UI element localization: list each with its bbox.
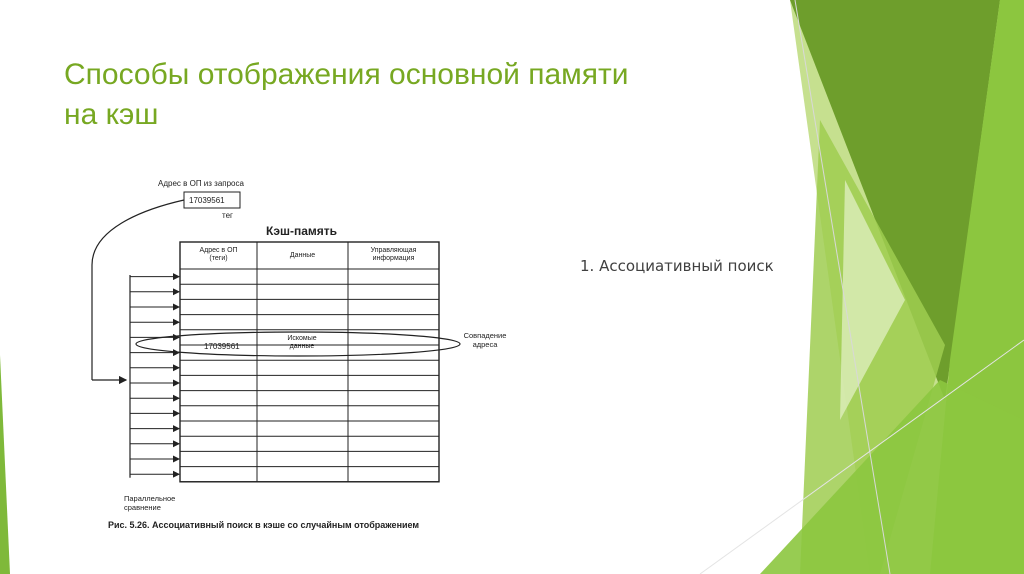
tag-label: тег — [222, 211, 233, 220]
request-label: Адрес в ОП из запроса — [158, 179, 244, 188]
match-data-line: данные — [289, 343, 315, 350]
match-note — [464, 331, 507, 349]
match-tag: 17039561 — [204, 342, 240, 351]
parallel-note-line: сравнение — [124, 503, 161, 512]
match-note-line: адреса — [472, 340, 498, 349]
cache-header-3: Управляющая — [370, 247, 417, 254]
match-note-line: Совпадение — [463, 331, 507, 340]
parallel-note — [124, 494, 175, 512]
cache-header-2: Данные — [289, 252, 316, 259]
deco-shape-left-bar — [0, 355, 10, 574]
match-data — [287, 335, 316, 350]
parallel-compare-arrows — [130, 275, 179, 478]
parallel-note-line: Параллельное — [124, 494, 176, 503]
cache-header-1: (теги) — [209, 255, 228, 262]
match-data-line: Искомые — [287, 335, 317, 342]
bullet-associative-search: 1. Ассоциативный поиск — [580, 257, 774, 275]
slide-title — [64, 55, 764, 135]
cache-table — [180, 242, 439, 482]
slide-title-line-2: на кэш — [64, 98, 159, 131]
request-value: 17039561 — [189, 196, 225, 205]
cache-table-border — [180, 242, 439, 482]
slide-title-line-1: Способы отображения основной памяти — [64, 58, 629, 91]
cache-header-1: Адрес в ОП — [199, 247, 238, 254]
cache-figure — [80, 170, 540, 540]
cache-header-3: информация — [372, 255, 415, 262]
figure-caption: Рис. 5.26. Ассоциативный поиск в кэше со случайным отображением — [108, 520, 420, 530]
cache-title: Кэш-память — [266, 224, 338, 238]
